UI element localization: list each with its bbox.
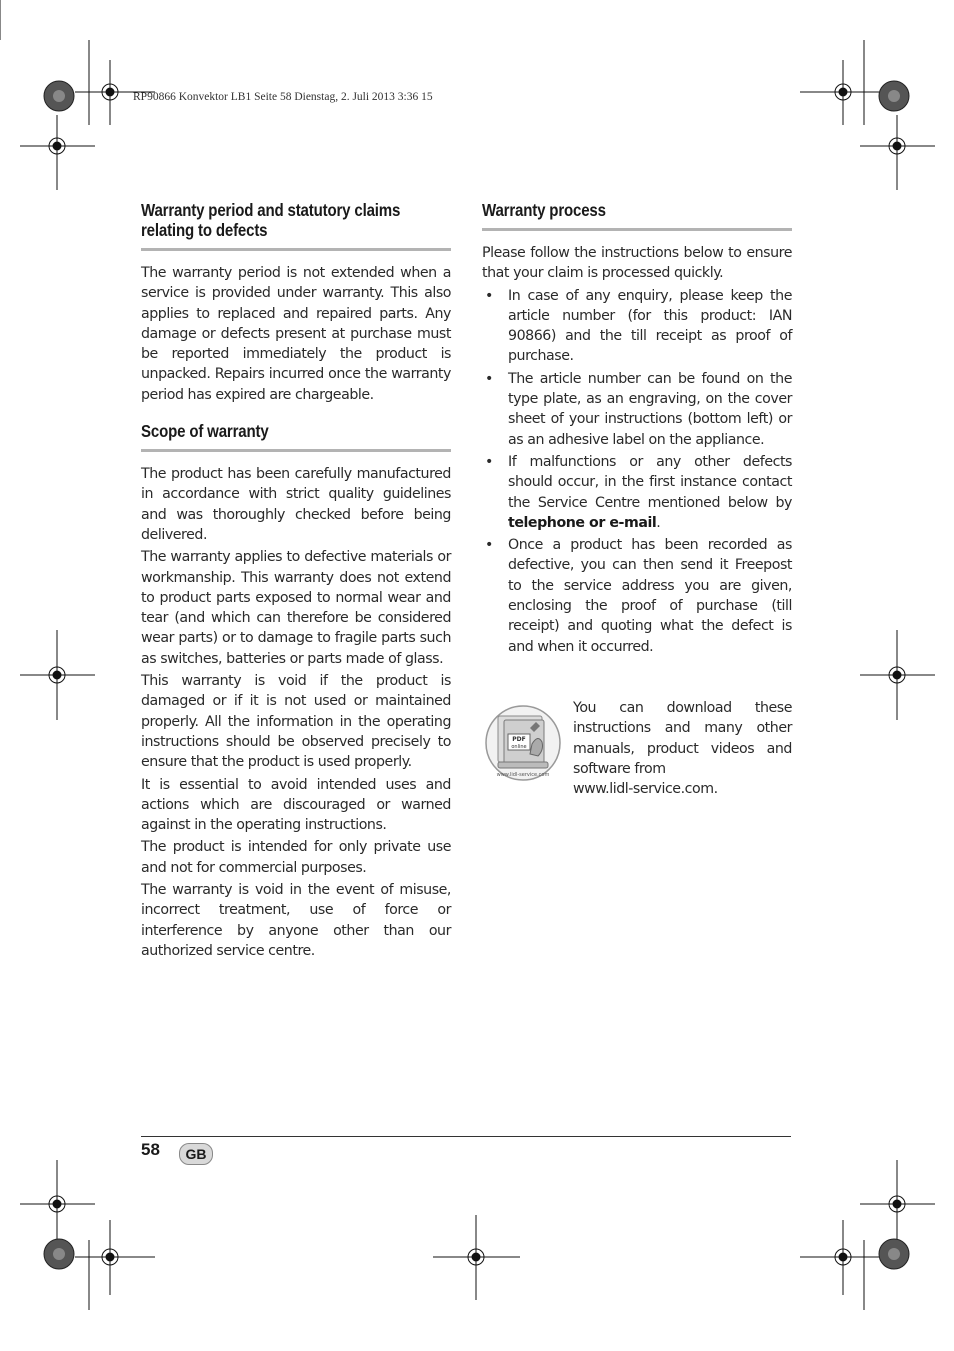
- download-url-link[interactable]: www.lidl-service.com.: [573, 781, 718, 798]
- bold-contact-method: telephone or e-mail: [508, 514, 657, 531]
- paragraph: The warranty is void in the event of misuse, incorrect treatment, use of force or interference by anyone other than our authorized service centre.: [141, 882, 451, 959]
- section-heading-scope: Scope of warranty: [141, 421, 269, 442]
- section-heading-warranty-period: [141, 200, 450, 248]
- bullet-icon: •: [485, 370, 493, 387]
- language-badge: GB: [179, 1143, 213, 1165]
- paragraph: The warranty period is not extended when a service is provided under warranty. This also applies to replaced and repaired parts. Any damage or defects present at purchase must be reported immediately the product is unpacked. Repairs incurred once the warranty period has expired are chargeable.: [141, 265, 451, 403]
- bullet-icon: •: [485, 537, 493, 554]
- print-slug: RP90866 Konvektor LB1 Seite 58 Dienstag, 2. Juli 2013 3:36 15: [133, 91, 433, 103]
- bullet-icon: •: [485, 453, 493, 470]
- heading-rule: [141, 248, 451, 251]
- list-item: • Once a product has been recorded as defective, you can then send it Freepost to the service address you are given, enclosing the proof of purchase (till receipt) and quoting what the defect is and when it occurred.: [485, 537, 792, 655]
- list-item: • The article number can be found on the type plate, as an engraving, on the cover sheet of your instructions (bottom left) or as an adhesive label on the appliance.: [485, 370, 792, 448]
- paragraph: The warranty applies to defective materials or workmanship. This warranty does not extend to product parts exposed to normal wear and tear (and which can therefore be considered wear parts) or to damage to fragile parts such as switches, batteries or parts made of glass.: [141, 549, 451, 667]
- heading-line-1: Warranty period and statutory claims: [141, 200, 401, 220]
- icon-label-sub: online: [511, 744, 527, 750]
- paragraph: This warranty is void if the product is damaged or if it is not used or maintained properly. All the information in the operating instructions should be observed precisely to ensure that the product is used properly.: [141, 673, 451, 771]
- heading-line-2: relating to defects: [141, 220, 268, 240]
- paragraph: The product has been carefully manufactured in accordance with strict quality guidelines and was thoroughly checked before being delivered.: [141, 466, 451, 543]
- paragraph: The product is intended for only private use and not for commercial purposes.: [141, 839, 451, 876]
- bullet-list: [482, 286, 792, 657]
- footer-rule: [141, 1136, 791, 1137]
- pdf-online-icon: [484, 704, 562, 782]
- list-item: • In case of any enquiry, please keep the article number (for this product: IAN 90866) and the till receipt as proof of purchase.: [485, 287, 792, 365]
- list-item: • If malfunctions or any other defects should occur, in the first instance contact the Service Centre mentioned below by telephone or e-mail.: [485, 453, 792, 531]
- section-heading-warranty-process: Warranty process: [482, 200, 606, 220]
- heading-rule: [141, 449, 451, 452]
- paragraph-intro: Please follow the instructions below to ensure that your claim is processed quickly.: [482, 245, 792, 282]
- left-column: [141, 200, 451, 963]
- icon-label-top: PDF: [512, 736, 526, 743]
- heading-rule: [482, 228, 792, 231]
- right-column: [482, 200, 792, 659]
- page-number: 58: [141, 1140, 160, 1159]
- icon-url: www.lidl-service.com: [496, 772, 550, 778]
- download-text: You can download these instructions and many other manuals, product videos and software from www.lidl-service.com.: [573, 698, 792, 799]
- paragraph: It is essential to avoid intended uses and actions which are discouraged or warned against in the operating instructions.: [141, 776, 451, 834]
- bullet-icon: •: [485, 287, 493, 304]
